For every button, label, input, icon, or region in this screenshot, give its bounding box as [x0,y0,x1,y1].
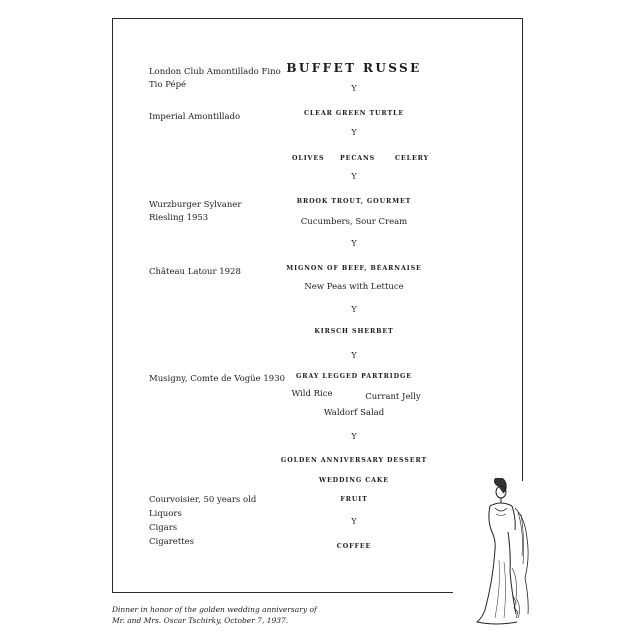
wine-bordeaux [149,266,241,279]
menu-title: BUFFET RUSSE [286,61,422,75]
course-cake: WEDDING CAKE [318,477,390,484]
lady-illustration [468,478,538,628]
separator-mark: Y [351,432,357,441]
separator-mark: Y [351,84,357,93]
course-olives: OLIVES [292,155,325,162]
course-sherbet: KIRSCH SHERBET [314,328,394,335]
wine-sherry-line1: London Club Amontillado Fino [149,67,281,77]
course-trout: BROOK TROUT, GOURMET [296,198,412,205]
wine-digestifs-line3: Cigars [149,523,178,533]
course-trout-side: Cucumbers, Sour Cream [300,217,408,227]
wine-digestifs-line1: Courvoisier, 50 years old [149,495,257,505]
menu-caption [112,604,317,626]
wine-digestifs-line2: Liquors [149,509,182,519]
wine-white-line2: Riesling 1953 [149,213,209,223]
course-jelly: Currant Jelly [365,392,421,402]
course-turtle: CLEAR GREEN TURTLE [303,110,405,117]
wine-amontillado-line1: Imperial Amontillado [149,112,241,122]
separator-mark: Y [351,305,357,314]
wine-amontillado [149,111,240,124]
wine-sherry-line2: Tio Pépé [149,80,187,90]
course-beef: MIGNON OF BEEF, BÉARNAISE [286,265,422,272]
separator-mark: Y [351,517,357,526]
wine-burgundy [149,373,285,386]
separator-mark: Y [351,239,357,248]
course-dessert: GOLDEN ANNIVERSARY DESSERT [280,457,428,464]
wine-sherry [149,66,281,92]
course-partridge: GRAY LEGGED PARTRIDGE [296,373,412,380]
wine-white [149,199,241,225]
caption-line1: Dinner in honor of the golden wedding anniversary of [112,605,317,614]
wine-white-line1: Wurzburger Sylvaner [149,200,242,210]
caption-line2: Mr. and Mrs. Oscar Tschirky, October 7, 1937. [112,616,289,625]
course-rice: Wild Rice [291,389,333,399]
wine-digestifs-line4: Cigarettes [149,537,195,547]
wine-burgundy-line1: Musigny, Comte de Vogüe 1930 [149,374,286,384]
course-coffee: COFFEE [336,543,372,550]
wine-digestifs [149,493,256,549]
separator-mark: Y [351,351,357,360]
course-fruit: FRUIT [340,496,368,503]
wine-bordeaux-line1: Château Latour 1928 [149,267,241,277]
course-celery: CELERY [395,155,429,162]
course-beef-side: New Peas with Lettuce [304,282,404,292]
separator-mark: Y [351,128,357,137]
course-pecans: PECANS [340,155,376,162]
course-salad: Waldorf Salad [323,408,385,418]
separator-mark: Y [351,172,357,181]
